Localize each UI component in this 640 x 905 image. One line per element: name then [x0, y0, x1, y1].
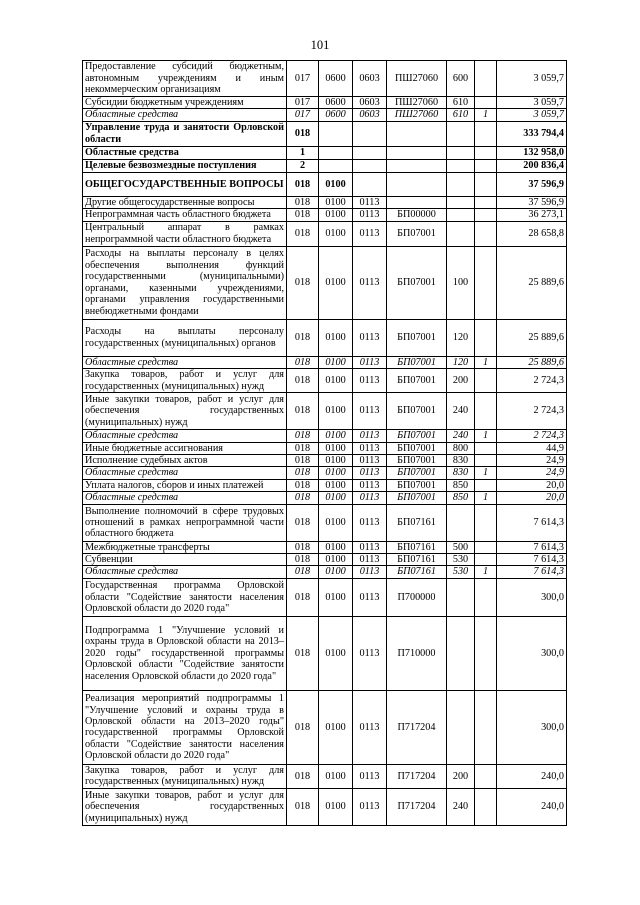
row-source-code	[475, 393, 497, 430]
row-grbs-code: 018	[287, 479, 319, 491]
row-source-code: 1	[475, 566, 497, 578]
row-grbs-code: 018	[287, 616, 319, 690]
row-grbs-code: 2	[287, 159, 319, 172]
row-expense-type-code: 800	[447, 442, 475, 454]
row-name: Исполнение судебных актов	[83, 454, 287, 466]
row-expense-type-code: 500	[447, 541, 475, 553]
table-row	[83, 788, 567, 825]
row-amount: 37 596,9	[497, 172, 567, 196]
row-section-code	[319, 146, 353, 159]
row-amount: 7 614,3	[497, 541, 567, 553]
row-amount: 25 889,6	[497, 356, 567, 368]
row-target-code: БП07001	[387, 393, 447, 430]
row-expense-type-code: 200	[447, 764, 475, 788]
row-subsection-code: 0113	[353, 393, 387, 430]
row-expense-type-code: 240	[447, 430, 475, 442]
row-name: Межбюджетные трансферты	[83, 541, 287, 553]
row-subsection-code: 0113	[353, 196, 387, 208]
row-expense-type-code: 850	[447, 479, 475, 491]
row-expense-type-code: 530	[447, 554, 475, 566]
row-grbs-code: 018	[287, 454, 319, 466]
row-section-code: 0100	[319, 690, 353, 764]
row-section-code: 0100	[319, 246, 353, 319]
row-name: Подпрограмма 1 "Улучшение условий и охраны труда в Орловской области на 2013–2020 годы" государственной программы Орловской области "Содействие занятости населения Орловской области до 2020 года"	[83, 616, 287, 690]
table-row	[83, 578, 567, 616]
row-name: Областные средства	[83, 356, 287, 368]
row-target-code: БП07001	[387, 430, 447, 442]
row-source-code: 1	[475, 109, 497, 121]
row-target-code: П717204	[387, 764, 447, 788]
row-target-code: БП07161	[387, 554, 447, 566]
row-target-code: БП07001	[387, 467, 447, 479]
row-subsection-code: 0113	[353, 690, 387, 764]
row-name: Областные средства	[83, 109, 287, 121]
row-target-code: БП07001	[387, 246, 447, 319]
row-name: Непрограммная часть областного бюджета	[83, 209, 287, 221]
row-source-code	[475, 196, 497, 208]
row-expense-type-code	[447, 221, 475, 246]
row-source-code: 1	[475, 467, 497, 479]
row-source-code	[475, 209, 497, 221]
row-expense-type-code: 200	[447, 369, 475, 393]
row-name: Другие общегосударственные вопросы	[83, 196, 287, 208]
row-section-code: 0100	[319, 492, 353, 504]
row-grbs-code: 018	[287, 566, 319, 578]
row-section-code: 0100	[319, 319, 353, 356]
row-expense-type-code: 600	[447, 61, 475, 97]
row-subsection-code: 0113	[353, 221, 387, 246]
row-subsection-code: 0113	[353, 578, 387, 616]
row-name: Целевые безвозмездные поступления	[83, 159, 287, 172]
row-name: Расходы на выплаты персоналу в целях обеспечения выполнения функций государственными (муниципальными) органами, казенными учреждениями, органами управления государственными внебюджетными фондами	[83, 246, 287, 319]
row-target-code	[387, 159, 447, 172]
row-name: Областные средства	[83, 430, 287, 442]
table-row	[83, 690, 567, 764]
row-source-code	[475, 61, 497, 97]
row-name: Закупка товаров, работ и услуг для государственных (муниципальных) нужд	[83, 369, 287, 393]
row-amount: 300,0	[497, 690, 567, 764]
row-subsection-code: 0113	[353, 541, 387, 553]
row-name: Субсидии бюджетным учреждениям	[83, 97, 287, 109]
row-section-code	[319, 121, 353, 146]
row-grbs-code: 018	[287, 209, 319, 221]
row-target-code	[387, 146, 447, 159]
row-subsection-code: 0113	[353, 554, 387, 566]
row-source-code	[475, 442, 497, 454]
row-subsection-code	[353, 146, 387, 159]
row-target-code: БП07001	[387, 221, 447, 246]
row-amount: 24,9	[497, 467, 567, 479]
row-target-code: П710000	[387, 616, 447, 690]
row-name: Иные закупки товаров, работ и услуг для обеспечения государственных (муниципальных) нужд	[83, 788, 287, 825]
row-section-code: 0100	[319, 578, 353, 616]
table-row	[83, 430, 567, 442]
row-target-code: ПШ27060	[387, 97, 447, 109]
row-target-code	[387, 172, 447, 196]
row-amount: 3 059,7	[497, 61, 567, 97]
row-section-code: 0100	[319, 554, 353, 566]
page-number: 101	[310, 38, 330, 52]
row-expense-type-code: 530	[447, 566, 475, 578]
row-grbs-code: 018	[287, 554, 319, 566]
row-name: Управление труда и занятости Орловской области	[83, 121, 287, 146]
row-amount: 7 614,3	[497, 504, 567, 541]
row-subsection-code: 0113	[353, 479, 387, 491]
row-grbs-code: 018	[287, 196, 319, 208]
row-section-code: 0100	[319, 764, 353, 788]
table-row	[83, 504, 567, 541]
row-target-code: БП07001	[387, 356, 447, 368]
row-section-code: 0100	[319, 369, 353, 393]
budget-table-body	[83, 61, 567, 826]
row-amount: 25 889,6	[497, 319, 567, 356]
row-section-code: 0600	[319, 109, 353, 121]
row-section-code: 0600	[319, 97, 353, 109]
row-target-code: БП07001	[387, 442, 447, 454]
row-subsection-code: 0113	[353, 319, 387, 356]
row-grbs-code: 018	[287, 121, 319, 146]
row-target-code: БП07001	[387, 492, 447, 504]
row-amount: 20,0	[497, 492, 567, 504]
row-subsection-code: 0603	[353, 109, 387, 121]
row-expense-type-code	[447, 578, 475, 616]
row-target-code	[387, 121, 447, 146]
row-name: Предоставление субсидий бюджетным, автономным учреждениям и иным некоммерческим организациям	[83, 61, 287, 97]
row-amount: 300,0	[497, 616, 567, 690]
row-amount: 25 889,6	[497, 246, 567, 319]
table-row	[83, 319, 567, 356]
row-name: Закупка товаров, работ и услуг для государственных (муниципальных) нужд	[83, 764, 287, 788]
row-grbs-code: 018	[287, 319, 319, 356]
row-section-code: 0100	[319, 196, 353, 208]
row-source-code: 1	[475, 430, 497, 442]
row-source-code	[475, 690, 497, 764]
row-expense-type-code	[447, 159, 475, 172]
row-expense-type-code	[447, 196, 475, 208]
row-target-code: П717204	[387, 788, 447, 825]
row-expense-type-code	[447, 121, 475, 146]
row-source-code	[475, 246, 497, 319]
row-grbs-code: 018	[287, 430, 319, 442]
row-grbs-code: 018	[287, 764, 319, 788]
row-section-code: 0100	[319, 442, 353, 454]
table-row	[83, 97, 567, 109]
row-target-code: БП07161	[387, 541, 447, 553]
row-target-code: П700000	[387, 578, 447, 616]
table-row	[83, 221, 567, 246]
row-subsection-code: 0113	[353, 788, 387, 825]
row-subsection-code	[353, 172, 387, 196]
table-row	[83, 121, 567, 146]
row-source-code	[475, 504, 497, 541]
row-grbs-code: 018	[287, 369, 319, 393]
row-source-code	[475, 454, 497, 466]
row-amount: 37 596,9	[497, 196, 567, 208]
table-row	[83, 246, 567, 319]
row-name: Областные средства	[83, 467, 287, 479]
row-subsection-code: 0113	[353, 369, 387, 393]
row-source-code	[475, 479, 497, 491]
row-section-code	[319, 159, 353, 172]
row-amount: 2 724,3	[497, 393, 567, 430]
row-amount: 200 836,4	[497, 159, 567, 172]
row-grbs-code: 018	[287, 578, 319, 616]
table-row	[83, 764, 567, 788]
row-amount: 24,9	[497, 454, 567, 466]
row-expense-type-code: 830	[447, 454, 475, 466]
row-expense-type-code: 100	[447, 246, 475, 319]
row-section-code: 0100	[319, 356, 353, 368]
row-amount: 44,9	[497, 442, 567, 454]
row-section-code: 0100	[319, 454, 353, 466]
row-source-code: 1	[475, 356, 497, 368]
row-source-code	[475, 221, 497, 246]
row-source-code	[475, 554, 497, 566]
row-grbs-code: 018	[287, 492, 319, 504]
row-subsection-code: 0603	[353, 97, 387, 109]
row-source-code	[475, 172, 497, 196]
row-amount: 20,0	[497, 479, 567, 491]
table-row	[83, 492, 567, 504]
row-source-code	[475, 146, 497, 159]
row-section-code: 0100	[319, 504, 353, 541]
row-target-code: БП00000	[387, 209, 447, 221]
row-grbs-code: 018	[287, 356, 319, 368]
row-expense-type-code	[447, 146, 475, 159]
row-section-code: 0100	[319, 467, 353, 479]
row-source-code	[475, 764, 497, 788]
row-target-code	[387, 196, 447, 208]
row-target-code: БП07001	[387, 454, 447, 466]
row-subsection-code: 0113	[353, 430, 387, 442]
row-target-code: БП07161	[387, 566, 447, 578]
row-source-code	[475, 121, 497, 146]
row-subsection-code: 0113	[353, 504, 387, 541]
table-row	[83, 467, 567, 479]
table-row	[83, 109, 567, 121]
row-section-code: 0100	[319, 221, 353, 246]
table-row	[83, 146, 567, 159]
row-grbs-code: 017	[287, 109, 319, 121]
row-subsection-code: 0113	[353, 356, 387, 368]
table-row	[83, 616, 567, 690]
table-row	[83, 442, 567, 454]
row-amount: 2 724,3	[497, 369, 567, 393]
row-amount: 333 794,4	[497, 121, 567, 146]
row-subsection-code: 0113	[353, 616, 387, 690]
row-expense-type-code: 120	[447, 356, 475, 368]
row-target-code: ПШ27060	[387, 61, 447, 97]
row-section-code: 0600	[319, 61, 353, 97]
row-target-code: БП07161	[387, 504, 447, 541]
row-name: Центральный аппарат в рамках непрограммной части областного бюджета	[83, 221, 287, 246]
budget-table	[82, 60, 567, 826]
row-name: Областные средства	[83, 492, 287, 504]
table-row	[83, 541, 567, 553]
row-grbs-code: 018	[287, 442, 319, 454]
row-subsection-code: 0113	[353, 492, 387, 504]
row-name: Областные средства	[83, 146, 287, 159]
row-name: Иные бюджетные ассигнования	[83, 442, 287, 454]
row-target-code: БП07001	[387, 319, 447, 356]
row-subsection-code: 0113	[353, 209, 387, 221]
row-grbs-code: 018	[287, 690, 319, 764]
row-section-code: 0100	[319, 566, 353, 578]
table-row	[83, 356, 567, 368]
row-section-code: 0100	[319, 209, 353, 221]
row-grbs-code: 018	[287, 172, 319, 196]
row-source-code	[475, 788, 497, 825]
row-subsection-code	[353, 121, 387, 146]
row-target-code: П717204	[387, 690, 447, 764]
row-section-code: 0100	[319, 616, 353, 690]
row-expense-type-code: 610	[447, 97, 475, 109]
row-subsection-code: 0113	[353, 566, 387, 578]
row-name: Государственная программа Орловской области "Содействие занятости населения Орловской области до 2020 года"	[83, 578, 287, 616]
row-grbs-code: 1	[287, 146, 319, 159]
table-row	[83, 393, 567, 430]
row-expense-type-code: 830	[447, 467, 475, 479]
row-source-code	[475, 369, 497, 393]
row-source-code	[475, 97, 497, 109]
row-name: Уплата налогов, сборов и иных платежей	[83, 479, 287, 491]
row-name: Выполнение полномочий в сфере трудовых отношений в рамках непрограммной части областного бюджета	[83, 504, 287, 541]
row-amount: 3 059,7	[497, 109, 567, 121]
row-source-code: 1	[475, 492, 497, 504]
row-amount: 240,0	[497, 764, 567, 788]
row-amount: 7 614,3	[497, 554, 567, 566]
row-amount: 2 724,3	[497, 430, 567, 442]
row-amount: 28 658,8	[497, 221, 567, 246]
row-amount: 300,0	[497, 578, 567, 616]
row-grbs-code: 018	[287, 246, 319, 319]
row-expense-type-code	[447, 690, 475, 764]
row-grbs-code: 018	[287, 504, 319, 541]
row-expense-type-code	[447, 616, 475, 690]
row-subsection-code: 0113	[353, 467, 387, 479]
row-target-code: ПШ27060	[387, 109, 447, 121]
row-amount: 7 614,3	[497, 566, 567, 578]
row-amount: 240,0	[497, 788, 567, 825]
table-row	[83, 369, 567, 393]
table-row	[83, 159, 567, 172]
row-target-code: БП07001	[387, 479, 447, 491]
table-row	[83, 209, 567, 221]
row-source-code	[475, 616, 497, 690]
row-expense-type-code: 240	[447, 788, 475, 825]
row-name: ОБЩЕГОСУДАРСТВЕННЫЕ ВОПРОСЫ	[83, 172, 287, 196]
row-source-code	[475, 319, 497, 356]
row-grbs-code: 017	[287, 61, 319, 97]
row-subsection-code: 0113	[353, 764, 387, 788]
row-subsection-code: 0113	[353, 246, 387, 319]
table-row	[83, 566, 567, 578]
row-subsection-code: 0113	[353, 442, 387, 454]
row-name: Областные средства	[83, 566, 287, 578]
row-source-code	[475, 578, 497, 616]
table-row	[83, 61, 567, 97]
row-target-code: БП07001	[387, 369, 447, 393]
row-subsection-code: 0113	[353, 454, 387, 466]
row-source-code	[475, 541, 497, 553]
row-section-code: 0100	[319, 479, 353, 491]
row-expense-type-code: 120	[447, 319, 475, 356]
row-amount: 3 059,7	[497, 97, 567, 109]
row-grbs-code: 018	[287, 788, 319, 825]
row-section-code: 0100	[319, 788, 353, 825]
row-expense-type-code	[447, 504, 475, 541]
row-grbs-code: 018	[287, 221, 319, 246]
row-section-code: 0100	[319, 172, 353, 196]
row-section-code: 0100	[319, 430, 353, 442]
row-grbs-code: 018	[287, 393, 319, 430]
row-grbs-code: 018	[287, 467, 319, 479]
row-name: Иные закупки товаров, работ и услуг для обеспечения государственных (муниципальных) нужд	[83, 393, 287, 430]
row-name: Реализация мероприятий подпрограммы 1 "Улучшение условий и охраны труда в Орловской области на 2013–2020 годы" государственной программы Орловской области "Содействие занятости населения Орловской области до 2020 года"	[83, 690, 287, 764]
table-row	[83, 196, 567, 208]
table-row	[83, 479, 567, 491]
row-expense-type-code: 850	[447, 492, 475, 504]
row-amount: 132 958,0	[497, 146, 567, 159]
row-name: Субвенции	[83, 554, 287, 566]
row-expense-type-code	[447, 172, 475, 196]
row-subsection-code: 0603	[353, 61, 387, 97]
row-subsection-code	[353, 159, 387, 172]
table-row	[83, 172, 567, 196]
row-grbs-code: 017	[287, 97, 319, 109]
table-row	[83, 454, 567, 466]
table-row	[83, 554, 567, 566]
row-section-code: 0100	[319, 541, 353, 553]
row-section-code: 0100	[319, 393, 353, 430]
row-expense-type-code: 610	[447, 109, 475, 121]
row-name: Расходы на выплаты персоналу государственных (муниципальных) органов	[83, 319, 287, 356]
row-amount: 36 273,1	[497, 209, 567, 221]
row-expense-type-code: 240	[447, 393, 475, 430]
row-grbs-code: 018	[287, 541, 319, 553]
row-expense-type-code	[447, 209, 475, 221]
row-source-code	[475, 159, 497, 172]
